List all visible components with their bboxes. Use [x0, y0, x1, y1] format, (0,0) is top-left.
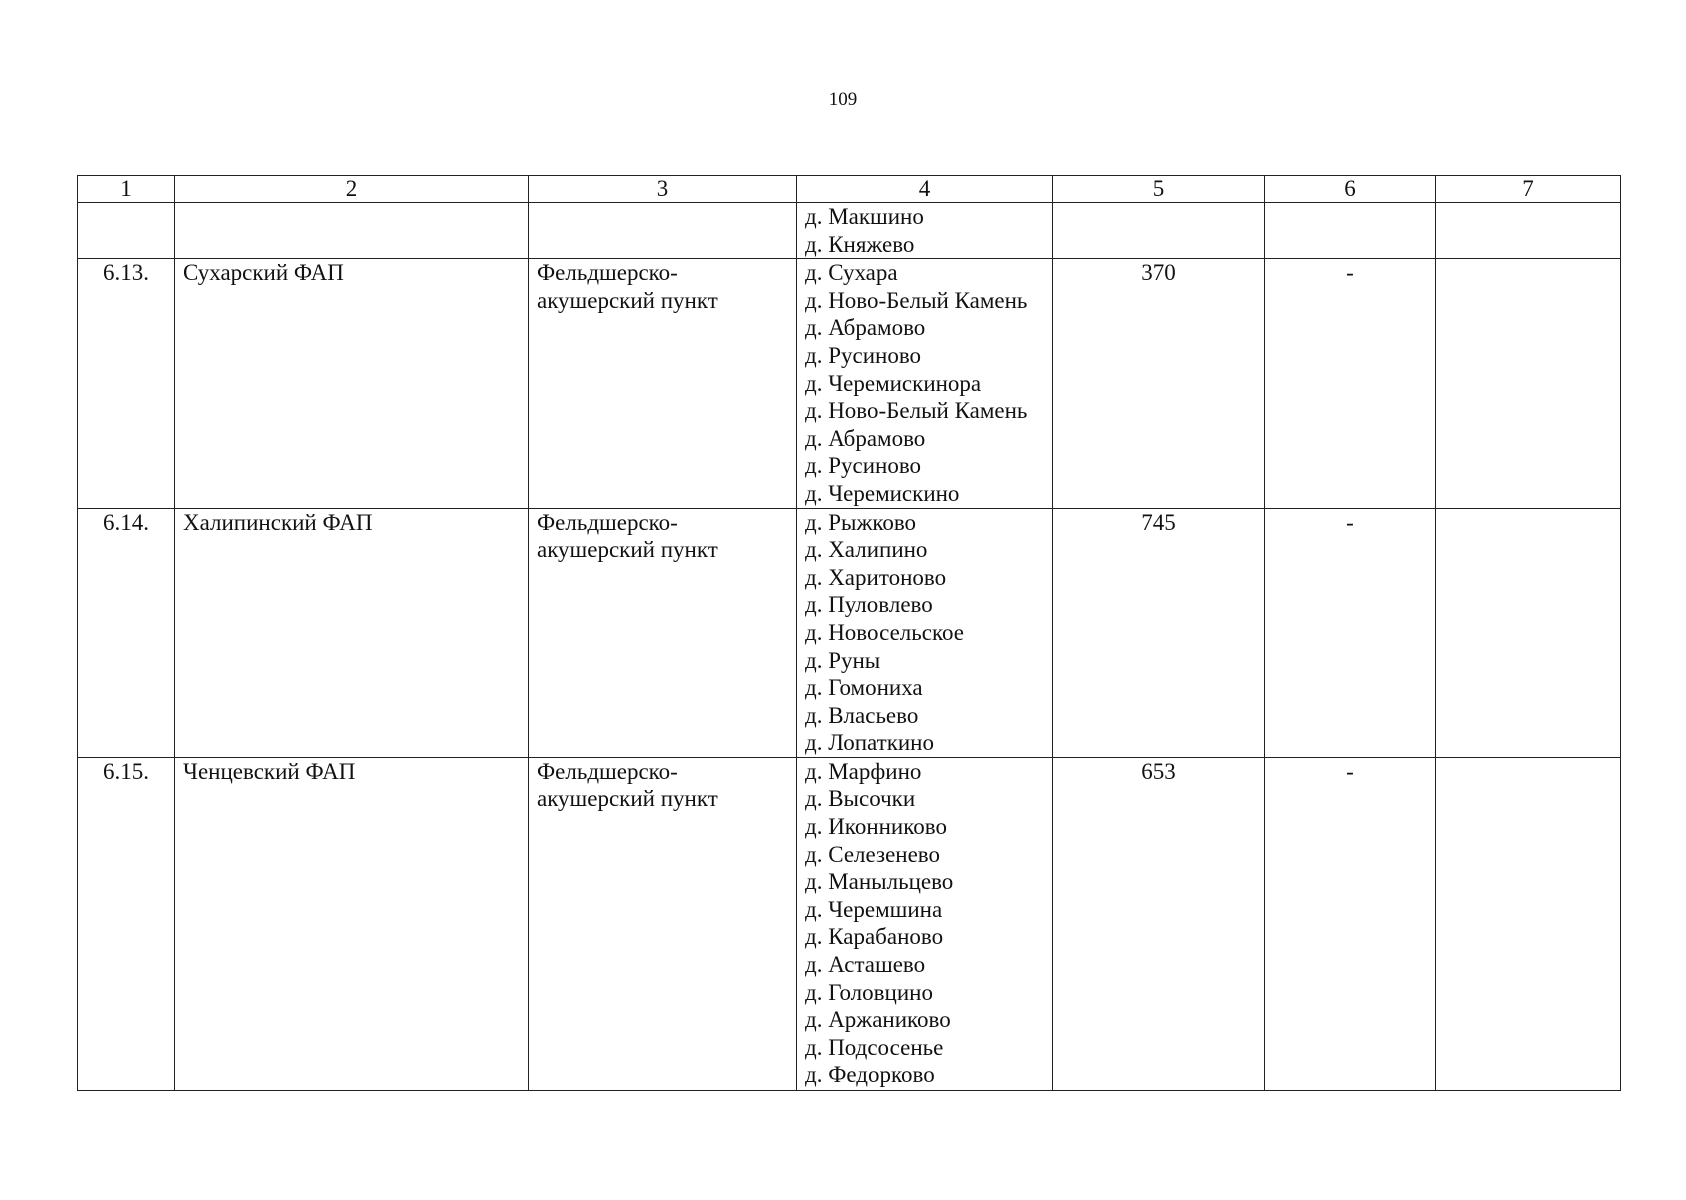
village-item: д. Ново-Белый Камень	[805, 398, 1028, 424]
facility-name	[175, 203, 529, 259]
village-list	[797, 757, 1053, 1090]
village-item: д. Селезенево	[805, 841, 941, 867]
village-item: д. Аржаниково	[805, 1007, 951, 1033]
village-item: д. Рыжково	[805, 509, 917, 535]
facility-name: Сухарский ФАП	[175, 259, 529, 508]
facility-type: Фельдшерско-акушерский пункт	[529, 508, 797, 757]
column-6-value: -	[1265, 757, 1436, 1090]
village-item: д. Федорково	[805, 1062, 935, 1088]
facility-name: Ченцевский ФАП	[175, 757, 529, 1090]
column-header: 3	[529, 176, 797, 203]
village-item: д. Черемшина	[805, 896, 943, 922]
village-item: д. Карабаново	[805, 924, 944, 950]
served-population	[1053, 203, 1265, 259]
row-number: 6.15.	[78, 757, 175, 1090]
village-item: д. Власьево	[805, 702, 919, 728]
village-item: д. Маныльцево	[805, 869, 954, 895]
facility-type: Фельдшерско-акушерский пункт	[529, 757, 797, 1090]
column-header: 6	[1265, 176, 1436, 203]
table-row	[78, 203, 1621, 259]
village-item: д. Новосельское	[805, 619, 964, 645]
village-item: д. Ново-Белый Камень	[805, 287, 1028, 313]
village-item: д. Абрамово	[805, 425, 926, 451]
village-item: д. Халипино	[805, 537, 928, 563]
village-item: д. Черемискинора	[805, 370, 982, 396]
column-header: 1	[78, 176, 175, 203]
village-item: д. Иконниково	[805, 814, 947, 840]
village-item: д. Княжево	[805, 231, 915, 257]
row-number: 6.13.	[78, 259, 175, 508]
village-item: д. Марфино	[805, 758, 922, 784]
served-population: 653	[1053, 757, 1265, 1090]
village-item: д. Макшино	[805, 204, 924, 229]
column-6-value: -	[1265, 508, 1436, 757]
village-item: д. Асташево	[805, 952, 926, 978]
column-header-row	[78, 176, 1621, 203]
facility-name: Халипинский ФАП	[175, 508, 529, 757]
facility-type: Фельдшерско-акушерский пункт	[529, 259, 797, 508]
table-row	[78, 508, 1621, 757]
column-header: 7	[1436, 176, 1621, 203]
village-item: д. Подсосенье	[805, 1034, 944, 1060]
facility-type	[529, 203, 797, 259]
column-7-value	[1436, 259, 1621, 508]
column-6-value	[1265, 203, 1436, 259]
village-list	[797, 259, 1053, 508]
village-item: д. Русиново	[805, 342, 922, 368]
row-number	[78, 203, 175, 259]
served-population: 745	[1053, 508, 1265, 757]
served-population: 370	[1053, 259, 1265, 508]
column-header: 5	[1053, 176, 1265, 203]
column-7-value	[1436, 203, 1621, 259]
village-list	[797, 203, 1053, 259]
village-item: д. Пуловлево	[805, 592, 933, 618]
village-item: д. Высочки	[805, 786, 916, 812]
column-7-value	[1436, 757, 1621, 1090]
table-row	[78, 259, 1621, 508]
page-number: 109	[828, 89, 858, 110]
column-header: 2	[175, 176, 529, 203]
row-number: 6.14.	[78, 508, 175, 757]
column-7-value	[1436, 508, 1621, 757]
column-6-value: -	[1265, 259, 1436, 508]
village-item: д. Русиново	[805, 453, 922, 479]
village-item: д. Лопаткино	[805, 730, 934, 756]
village-item: д. Головцино	[805, 979, 933, 1005]
column-header: 4	[797, 176, 1053, 203]
facilities-table	[77, 175, 1621, 1091]
village-item: д. Гомониха	[805, 675, 923, 701]
village-item: д. Абрамово	[805, 315, 926, 341]
village-item: д. Сухара	[805, 260, 898, 286]
village-item: д. Черемискино	[805, 480, 960, 506]
village-item: д. Харитоново	[805, 564, 947, 590]
village-item: д. Руны	[805, 647, 881, 673]
table-row	[78, 757, 1621, 1090]
village-list	[797, 508, 1053, 757]
